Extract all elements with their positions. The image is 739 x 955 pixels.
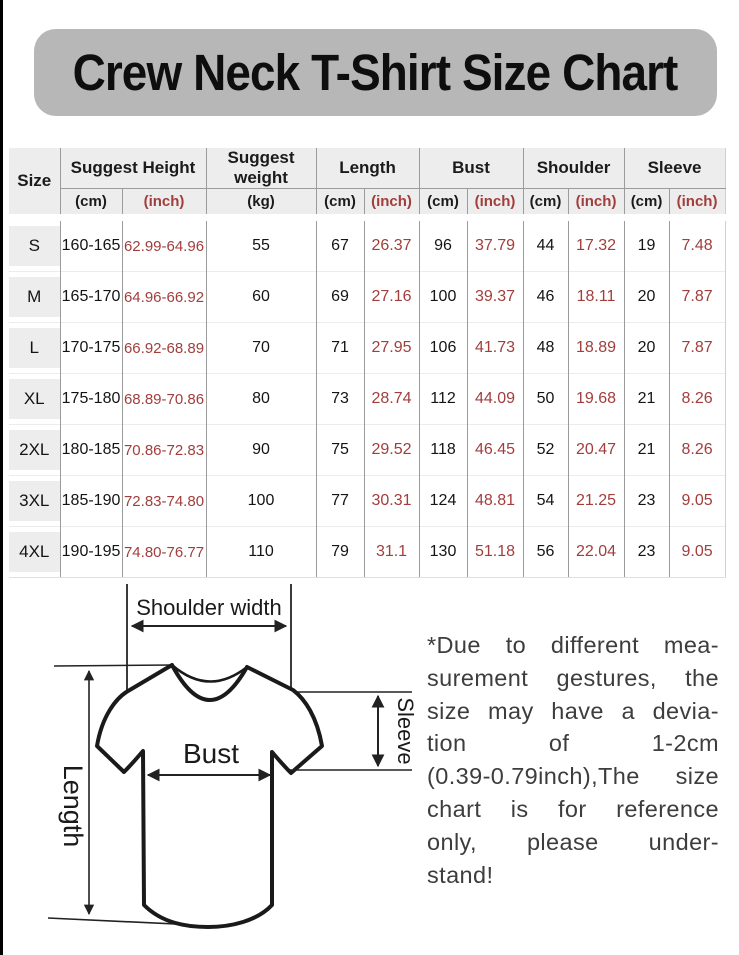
value-cell: 20	[624, 323, 669, 374]
unit-header: (inch)	[669, 189, 725, 218]
value-cell: 44.09	[467, 374, 523, 425]
column-group-header: Sleeve	[624, 148, 725, 189]
value-cell: 74.80-76.77	[122, 527, 206, 578]
value-cell: 55	[206, 218, 316, 272]
table-row	[9, 272, 725, 323]
size-chip: S	[9, 226, 60, 266]
value-cell: 48.81	[467, 476, 523, 527]
column-group-header: Length	[316, 148, 419, 189]
title-banner	[34, 29, 717, 116]
size-cell	[9, 374, 60, 425]
table-row	[9, 476, 725, 527]
tshirt-outline	[97, 665, 322, 927]
size-chart-table	[9, 148, 726, 578]
value-cell: 165-170	[60, 272, 122, 323]
value-cell: 26.37	[364, 218, 419, 272]
value-cell: 73	[316, 374, 364, 425]
value-cell: 100	[419, 272, 467, 323]
table-row	[9, 218, 725, 272]
unit-header: (kg)	[206, 189, 316, 218]
size-chip: 2XL	[9, 430, 60, 470]
value-cell: 79	[316, 527, 364, 578]
value-cell: 54	[523, 476, 568, 527]
size-cell	[9, 272, 60, 323]
note-line: (0.39-0.79inch),The size	[427, 763, 719, 790]
size-chip: 4XL	[9, 532, 60, 572]
value-cell: 64.96-66.92	[122, 272, 206, 323]
value-cell: 56	[523, 527, 568, 578]
unit-header: (cm)	[419, 189, 467, 218]
value-cell: 7.87	[669, 272, 725, 323]
size-cell	[9, 425, 60, 476]
unit-header: (inch)	[122, 189, 206, 218]
value-cell: 9.05	[669, 527, 725, 578]
note-line: only, please under-	[427, 828, 719, 855]
value-cell: 23	[624, 527, 669, 578]
size-cell	[9, 476, 60, 527]
length-label: Length	[58, 764, 88, 848]
unit-header: (cm)	[523, 189, 568, 218]
measurement-note	[427, 629, 719, 891]
size-cell	[9, 218, 60, 272]
column-header-size: Size	[9, 148, 60, 218]
table-row	[9, 323, 725, 374]
value-cell: 90	[206, 425, 316, 476]
value-cell: 72.83-74.80	[122, 476, 206, 527]
value-cell: 29.52	[364, 425, 419, 476]
value-cell: 22.04	[568, 527, 624, 578]
value-cell: 124	[419, 476, 467, 527]
size-chip: M	[9, 277, 60, 317]
value-cell: 27.16	[364, 272, 419, 323]
value-cell: 7.48	[669, 218, 725, 272]
note-line: stand!	[427, 861, 494, 888]
value-cell: 8.26	[669, 374, 725, 425]
value-cell: 190-195	[60, 527, 122, 578]
value-cell: 31.1	[364, 527, 419, 578]
size-cell	[9, 527, 60, 578]
value-cell: 18.11	[568, 272, 624, 323]
value-cell: 19.68	[568, 374, 624, 425]
value-cell: 8.26	[669, 425, 725, 476]
value-cell: 46.45	[467, 425, 523, 476]
value-cell: 23	[624, 476, 669, 527]
value-cell: 96	[419, 218, 467, 272]
value-cell: 60	[206, 272, 316, 323]
table-row	[9, 527, 725, 578]
unit-header: (cm)	[60, 189, 122, 218]
shoulder-width-label: Shoulder width	[136, 595, 282, 620]
length-tick-top	[54, 665, 172, 666]
note-line: chart is for reference	[427, 795, 719, 822]
value-cell: 185-190	[60, 476, 122, 527]
column-group-header: Shoulder	[523, 148, 624, 189]
value-cell: 19	[624, 218, 669, 272]
column-group-header: Bust	[419, 148, 523, 189]
size-cell	[9, 323, 60, 374]
value-cell: 66.92-68.89	[122, 323, 206, 374]
sleeve-label: Sleeve	[393, 697, 418, 765]
unit-header: (cm)	[316, 189, 364, 218]
bust-label: Bust	[182, 738, 240, 769]
value-cell: 46	[523, 272, 568, 323]
tshirt-diagram	[0, 578, 430, 955]
value-cell: 106	[419, 323, 467, 374]
value-cell: 41.73	[467, 323, 523, 374]
value-cell: 39.37	[467, 272, 523, 323]
unit-header: (inch)	[467, 189, 523, 218]
value-cell: 30.31	[364, 476, 419, 527]
value-cell: 9.05	[669, 476, 725, 527]
note-line: *Due to different mea-	[427, 632, 719, 658]
size-chip: 3XL	[9, 481, 60, 521]
value-cell: 67	[316, 218, 364, 272]
value-cell: 69	[316, 272, 364, 323]
unit-header: (inch)	[364, 189, 419, 218]
value-cell: 50	[523, 374, 568, 425]
value-cell: 70	[206, 323, 316, 374]
table-row	[9, 425, 725, 476]
value-cell: 170-175	[60, 323, 122, 374]
unit-header: (inch)	[568, 189, 624, 218]
value-cell: 75	[316, 425, 364, 476]
value-cell: 44	[523, 218, 568, 272]
value-cell: 62.99-64.96	[122, 218, 206, 272]
value-cell: 70.86-72.83	[122, 425, 206, 476]
note-line: size may have a devia-	[427, 697, 719, 724]
value-cell: 21	[624, 425, 669, 476]
size-chip: XL	[9, 379, 60, 419]
value-cell: 175-180	[60, 374, 122, 425]
value-cell: 20.47	[568, 425, 624, 476]
value-cell: 18.89	[568, 323, 624, 374]
value-cell: 51.18	[467, 527, 523, 578]
value-cell: 180-185	[60, 425, 122, 476]
note-line: surement gestures, the	[427, 664, 719, 691]
value-cell: 52	[523, 425, 568, 476]
page-title: Crew Neck T-Shirt Size Chart	[73, 44, 678, 101]
unit-header: (cm)	[624, 189, 669, 218]
value-cell: 21	[624, 374, 669, 425]
note-line: tion of 1-2cm	[427, 730, 719, 757]
value-cell: 118	[419, 425, 467, 476]
value-cell: 17.32	[568, 218, 624, 272]
value-cell: 27.95	[364, 323, 419, 374]
table-row	[9, 374, 725, 425]
collar-band	[172, 665, 247, 682]
column-group-header: Suggest Height	[60, 148, 206, 189]
value-cell: 160-165	[60, 218, 122, 272]
value-cell: 71	[316, 323, 364, 374]
value-cell: 130	[419, 527, 467, 578]
size-chip: L	[9, 328, 60, 368]
value-cell: 110	[206, 527, 316, 578]
value-cell: 80	[206, 374, 316, 425]
value-cell: 28.74	[364, 374, 419, 425]
value-cell: 68.89-70.86	[122, 374, 206, 425]
value-cell: 37.79	[467, 218, 523, 272]
value-cell: 21.25	[568, 476, 624, 527]
value-cell: 77	[316, 476, 364, 527]
value-cell: 48	[523, 323, 568, 374]
value-cell: 20	[624, 272, 669, 323]
value-cell: 100	[206, 476, 316, 527]
value-cell: 7.87	[669, 323, 725, 374]
column-group-header: Suggest weight	[206, 148, 316, 189]
value-cell: 112	[419, 374, 467, 425]
